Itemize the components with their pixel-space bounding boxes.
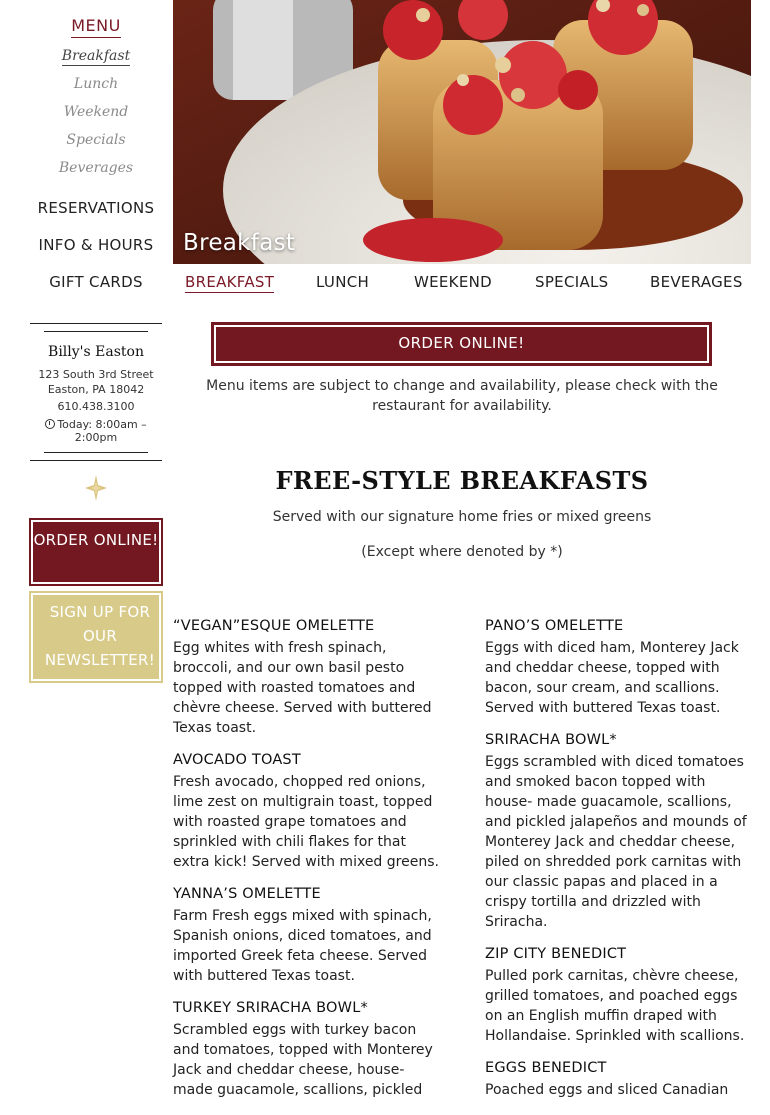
sidebar-item-specials[interactable]: Specials (66, 132, 126, 148)
sidebar-link-info-hours[interactable]: INFO & HOURS (38, 236, 154, 254)
menu-item-description: Egg whites with fresh spinach, broccoli, and our own basil pesto topped with roasted tomatoes and chèvre cheese. Served with buttered Texas toast. (173, 640, 432, 736)
sidebar-order-online-button[interactable]: ORDER ONLINE! (29, 518, 163, 586)
tab-breakfast[interactable]: BREAKFAST (185, 273, 275, 291)
menu-item-description: Eggs scrambled with diced tomatoes and smoked bacon topped with house- made guacamole, scallions, and pickled jalapeños and mounds of Monterey Jack and cheddar cheese, piled on shredded pork carnitas with our classic papas and placed in a crispy tortilla and drizzled with Sriracha. (485, 754, 747, 930)
address-line-2: Easton, PA 18042 (47, 383, 145, 396)
tab-specials[interactable]: SPECIALS (535, 273, 609, 291)
menu-item-name: TURKEY SRIRACHA BOWL* (173, 1000, 368, 1016)
newsletter-signup-button[interactable]: SIGN UP FOR OUR NEWSLETTER! (29, 591, 163, 683)
menu-item-description: Eggs with diced ham, Monterey Jack and cheddar cheese, topped with bacon, sour cream, and scallions. Served with buttered Texas toast. (485, 640, 739, 716)
menu-item (173, 618, 441, 738)
location-address (30, 367, 162, 397)
tab-weekend[interactable]: WEEKEND (414, 273, 492, 291)
menu-item-name: PANO’S OMELETTE (485, 618, 624, 634)
menu-item-name: YANNA’S OMELETTE (173, 886, 321, 902)
clock-icon (45, 419, 55, 429)
tab-lunch[interactable]: LUNCH (316, 273, 370, 291)
sidebar-item-weekend[interactable]: Weekend (63, 104, 129, 120)
tab-beverages[interactable]: BEVERAGES (650, 273, 743, 291)
sidebar-link-gift-cards[interactable]: GIFT CARDS (49, 273, 143, 291)
menu-item-name: SRIRACHA BOWL* (485, 732, 617, 748)
menu-column-right (485, 618, 753, 1114)
menu-column-left (173, 618, 441, 1114)
menu-item-description: Scrambled eggs with turkey bacon and tomatoes, topped with Monterey Jack and cheddar cheese, house-made guacamole, scallions, pickled (173, 1022, 433, 1098)
section-subtitle: Served with our signature home fries or mixed greens (272, 509, 652, 525)
star-ornament-icon (84, 474, 108, 502)
divider (44, 452, 148, 453)
menu-item (485, 618, 753, 718)
location-info-card (30, 323, 162, 461)
sidebar-link-reservations[interactable]: RESERVATIONS (37, 199, 155, 217)
menu-item-description: Fresh avocado, chopped red onions, lime zest on multigrain toast, topped with roasted grape tomatoes and sprinkled with chili flakes for that extra kick! Served with mixed greens. (173, 774, 439, 870)
menu-item (485, 1060, 753, 1100)
menu-item (485, 732, 753, 932)
divider (44, 331, 148, 332)
sidebar-item-breakfast[interactable]: Breakfast (61, 48, 131, 64)
menu-item-description: Pulled pork carnitas, chèvre cheese, grilled tomatoes, and poached eggs on an English muffin draped with Hollandaise. Sprinkled with scallions. (485, 968, 745, 1044)
french-toast-photo (173, 0, 751, 264)
sidebar-menu-link[interactable]: MENU (0, 16, 192, 35)
availability-notice: Menu items are subject to change and availability, please check with the restaurant for availability. (206, 378, 718, 414)
section-title: FREE-STYLE BREAKFASTS (275, 466, 649, 495)
phone-link[interactable]: 610.438.3100 (57, 400, 135, 413)
menu-item (173, 1000, 441, 1100)
menu-item-description: Poached eggs and sliced Canadian (485, 1082, 729, 1098)
hours-value: Today: 8:00am – 2:00pm (57, 418, 147, 444)
menu-item-description: Farm Fresh eggs mixed with spinach, Spanish onions, diced tomatoes, and imported Greek feta cheese. Served with buttered Texas toast. (173, 908, 432, 984)
menu-item (173, 752, 441, 872)
hours-text (36, 418, 156, 444)
menu-item-name: AVOCADO TOAST (173, 752, 301, 768)
hero-title: Breakfast (183, 230, 296, 256)
section-note: (Except where denoted by *) (361, 544, 563, 560)
menu-item (173, 886, 441, 986)
menu-item-name: ZIP CITY BENEDICT (485, 946, 627, 962)
order-online-button[interactable]: ORDER ONLINE! (211, 322, 712, 366)
sidebar-item-beverages[interactable]: Beverages (58, 160, 134, 176)
menu-item-name: “VEGAN”ESQUE OMELETTE (173, 618, 375, 634)
menu-item (485, 946, 753, 1046)
menu-item-name: EGGS BENEDICT (485, 1060, 607, 1076)
hero-image (173, 0, 751, 264)
sidebar-item-lunch[interactable]: Lunch (73, 76, 119, 92)
address-line-1: 123 South 3rd Street (38, 368, 154, 381)
location-name: Billy's Easton (48, 344, 144, 360)
